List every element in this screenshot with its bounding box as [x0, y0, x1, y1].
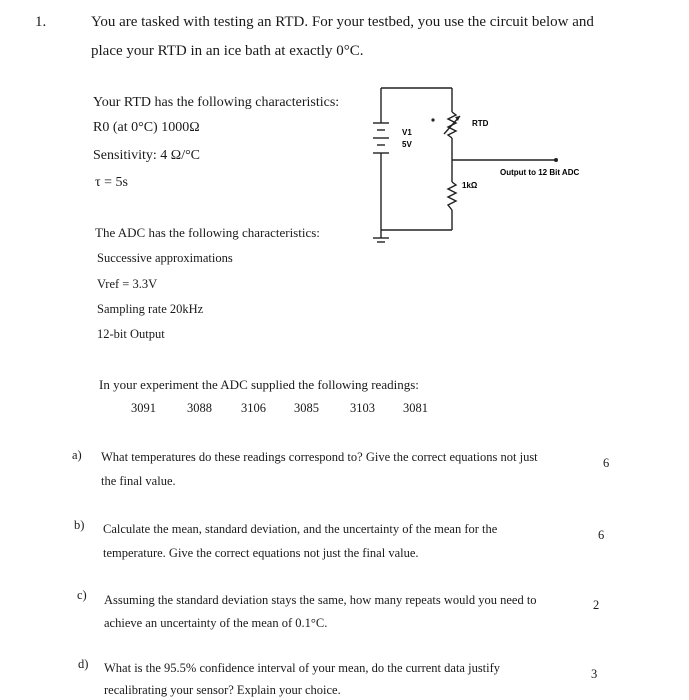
v1-label: V1 — [402, 128, 412, 137]
part-c-label: c) — [77, 588, 87, 602]
adc-item: 12-bit Output — [97, 327, 165, 341]
circuit-diagram — [370, 78, 620, 248]
question-intro-line2: place your RTD in an ice bath at exactly 0°C. — [91, 43, 364, 59]
adc-heading: The ADC has the following characteristics: — [95, 225, 320, 240]
question-intro-line1: You are tasked with testing an RTD. For your testbed, you use the circuit below and — [91, 14, 594, 30]
part-a-marks: 6 — [603, 456, 610, 470]
adc-item: Sampling rate 20kHz — [97, 302, 204, 316]
part-b-marks: 6 — [598, 528, 605, 542]
part-a-label: a) — [72, 448, 82, 462]
resistor-label: 1kΩ — [462, 181, 478, 190]
reading-value: 3106 — [241, 401, 266, 415]
reading-value: 3081 — [403, 401, 428, 415]
part-a-line2: the final value. — [101, 474, 176, 488]
rtd-heading: Your RTD has the following characteristics: — [93, 95, 340, 110]
rtd-node-dot — [431, 118, 434, 121]
part-d-line1: What is the 95.5% confidence interval of your mean, do the current data justify — [104, 661, 501, 675]
part-b-label: b) — [74, 518, 85, 532]
part-d-line2: recalibrating your sensor? Explain your choice. — [104, 683, 341, 697]
adc-item: Vref = 3.3V — [97, 277, 158, 291]
experiment-intro: In your experiment the ADC supplied the following readings: — [99, 377, 419, 392]
rtd-r0: R0 (at 0°C) 1000Ω — [93, 120, 200, 135]
output-node-dot — [554, 158, 558, 162]
reading-value: 3091 — [131, 401, 156, 415]
part-b-line1: Calculate the mean, standard deviation, and the uncertainty of the mean for the — [103, 522, 498, 536]
rtd-tau: τ = 5s — [95, 175, 128, 190]
reading-value: 3088 — [187, 401, 212, 415]
part-d-label: d) — [78, 657, 89, 671]
adc-item: Successive approximations — [97, 251, 233, 265]
part-c-line2: achieve an uncertainty of the mean of 0.1°C. — [104, 616, 328, 630]
reading-value: 3085 — [294, 401, 319, 415]
fixed-resistor — [448, 182, 456, 210]
output-label: Output to 12 Bit ADC — [500, 168, 580, 177]
part-c-marks: 2 — [593, 598, 600, 612]
part-c-line1: Assuming the standard deviation stays the same, how many repeats would you need to — [104, 593, 537, 607]
part-d-marks: 3 — [591, 667, 598, 681]
part-a-line1: What temperatures do these readings correspond to? Give the correct equations not just — [101, 450, 538, 464]
rtd-label: RTD — [472, 119, 489, 128]
question-number: 1. — [35, 14, 47, 30]
reading-value: 3103 — [350, 401, 375, 415]
v1-value: 5V — [402, 140, 412, 149]
part-b-line2: temperature. Give the correct equations not just the final value. — [103, 546, 419, 560]
rtd-sensitivity: Sensitivity: 4 Ω/°C — [93, 148, 201, 163]
